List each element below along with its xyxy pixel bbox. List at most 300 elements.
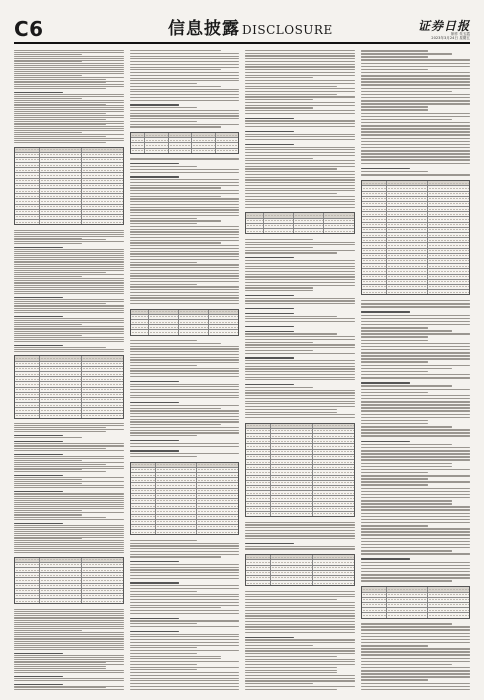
table-cell	[192, 143, 216, 147]
text-line	[130, 196, 222, 197]
data-table	[361, 180, 471, 295]
text-line	[130, 620, 240, 621]
table-cell	[156, 468, 198, 472]
text-line	[130, 416, 240, 417]
table-cell	[40, 158, 82, 162]
table-cell	[362, 243, 387, 247]
text-line	[130, 185, 240, 186]
text-line	[245, 120, 355, 121]
text-line	[245, 366, 355, 367]
table-cell	[362, 192, 387, 196]
text-line	[130, 569, 240, 570]
text-line	[361, 100, 471, 102]
table-cell	[82, 205, 123, 209]
text-line	[245, 126, 355, 127]
text-line	[361, 547, 471, 549]
table-cell	[313, 434, 354, 438]
text-line	[130, 359, 240, 360]
text-line	[361, 94, 471, 96]
table-cell	[387, 613, 429, 617]
table-cell	[271, 465, 313, 469]
text-line	[245, 207, 355, 208]
text-line	[361, 159, 471, 161]
table-cell	[82, 382, 123, 386]
text-line	[130, 631, 179, 632]
text-line	[361, 374, 471, 376]
text-line	[361, 417, 471, 419]
text-line	[130, 201, 240, 202]
text-line	[245, 136, 355, 137]
text-line	[361, 392, 429, 394]
table-cell	[362, 598, 387, 602]
table-cell	[387, 223, 429, 227]
table-cell	[40, 215, 82, 219]
text-line	[130, 104, 179, 105]
table-cell	[40, 408, 82, 412]
table-cell	[40, 578, 82, 582]
text-line	[130, 605, 240, 606]
table-cell	[179, 310, 209, 314]
text-line	[130, 647, 198, 648]
table-cell	[40, 393, 82, 397]
table-cell	[313, 581, 354, 585]
table-cell	[428, 603, 469, 607]
text-line	[130, 107, 198, 108]
table-cell	[82, 563, 123, 567]
table-cell	[271, 571, 313, 575]
text-line	[361, 538, 471, 540]
text-line	[245, 279, 355, 280]
text-line	[245, 689, 337, 690]
text-line	[245, 527, 355, 528]
table-cell	[246, 444, 271, 448]
table-cell	[271, 502, 313, 506]
text-line	[245, 406, 355, 407]
text-line	[361, 645, 429, 647]
table-cell	[428, 217, 469, 221]
table-cell	[209, 325, 238, 329]
table-cell	[192, 149, 216, 153]
table-cell	[131, 463, 156, 467]
text-line	[245, 417, 355, 418]
text-line	[245, 618, 355, 619]
table-cell	[246, 555, 271, 559]
table-cell	[197, 509, 238, 513]
table-cell	[82, 215, 123, 219]
table-cell	[82, 367, 123, 371]
table-cell	[428, 249, 469, 253]
table-cell	[131, 315, 149, 319]
table-cell	[362, 285, 387, 289]
table-cell	[82, 568, 123, 572]
text-line	[361, 404, 471, 406]
text-line	[130, 237, 240, 238]
text-line	[245, 113, 355, 114]
text-line	[361, 667, 471, 669]
text-line	[130, 204, 240, 205]
table-cell	[131, 525, 156, 529]
text-line	[130, 182, 240, 183]
text-line	[130, 402, 179, 403]
table-cell	[362, 587, 387, 591]
data-table	[14, 557, 124, 605]
text-line	[130, 540, 198, 541]
text-line	[361, 531, 471, 533]
text-line	[130, 69, 222, 70]
table-cell	[131, 310, 149, 314]
text-line	[361, 153, 471, 155]
column-text	[361, 50, 471, 690]
table-cell	[246, 219, 264, 223]
text-line	[130, 591, 198, 592]
text-line	[245, 118, 294, 119]
text-line	[361, 683, 471, 685]
text-line	[130, 410, 240, 411]
text-line	[130, 567, 240, 568]
text-line	[245, 379, 355, 380]
text-line	[245, 645, 313, 646]
text-line	[130, 83, 198, 84]
table-row	[246, 229, 354, 233]
table-cell	[209, 330, 238, 334]
table-cell	[82, 599, 123, 603]
text-line	[245, 168, 337, 169]
table-cell	[387, 181, 429, 185]
text-line	[361, 75, 471, 77]
table-cell	[40, 148, 82, 152]
table-cell	[40, 599, 82, 603]
table-cell	[362, 593, 387, 597]
table-cell	[271, 470, 313, 474]
text-line	[361, 686, 471, 688]
text-line	[130, 176, 179, 177]
table-cell	[82, 220, 123, 224]
table-cell	[246, 571, 271, 575]
text-line	[130, 599, 240, 600]
text-line	[130, 554, 240, 555]
table-cell	[82, 408, 123, 412]
text-line	[130, 669, 198, 670]
table-cell	[387, 259, 429, 263]
table-cell	[82, 194, 123, 198]
text-line	[245, 357, 294, 358]
text-line	[245, 177, 355, 178]
table-cell	[15, 179, 40, 183]
text-line	[245, 678, 355, 679]
text-line	[130, 686, 240, 687]
text-line	[130, 650, 240, 651]
table-cell	[40, 584, 82, 588]
table-cell	[197, 499, 238, 503]
table-cell	[82, 558, 123, 562]
text-line	[245, 648, 355, 649]
text-line	[361, 670, 471, 672]
text-line	[361, 519, 471, 521]
table-cell	[82, 388, 123, 392]
text-line	[130, 97, 240, 98]
table-cell	[428, 608, 469, 612]
column-text	[130, 50, 240, 690]
text-line	[245, 350, 313, 351]
text-line	[361, 349, 471, 351]
table-cell	[387, 228, 429, 232]
table-cell	[15, 393, 40, 397]
table-cell	[428, 233, 469, 237]
text-line	[361, 300, 471, 302]
text-line	[361, 580, 453, 582]
text-line	[245, 412, 337, 413]
text-line	[130, 675, 240, 676]
table-cell	[216, 138, 239, 142]
table-cell	[246, 581, 271, 585]
text-line	[361, 577, 471, 579]
text-line	[361, 346, 471, 348]
table-cell	[264, 213, 294, 217]
table-cell	[362, 269, 387, 273]
table-cell	[428, 243, 469, 247]
table-cell	[197, 520, 238, 524]
text-line	[130, 384, 240, 385]
table-cell	[156, 489, 198, 493]
text-line	[245, 538, 355, 539]
text-line	[245, 637, 294, 638]
text-line	[130, 551, 240, 552]
text-line	[361, 410, 471, 412]
table-cell	[246, 465, 271, 469]
table-cell	[324, 229, 353, 233]
table-cell	[209, 310, 238, 314]
date-line: 2023年3月24日 星期五	[431, 36, 470, 40]
table-cell	[271, 444, 313, 448]
text-line	[361, 333, 471, 335]
table-cell	[246, 560, 271, 564]
text-line	[245, 152, 355, 153]
text-line	[361, 459, 471, 461]
text-line	[245, 321, 355, 322]
text-line	[130, 450, 179, 451]
table-cell	[40, 168, 82, 172]
text-line	[245, 247, 313, 248]
table-cell	[428, 181, 469, 185]
table-cell	[362, 223, 387, 227]
text-line	[361, 689, 471, 690]
text-line	[245, 390, 355, 391]
text-line	[130, 78, 240, 79]
table-cell	[131, 489, 156, 493]
table-cell	[362, 212, 387, 216]
text-line	[130, 94, 240, 95]
text-line	[130, 240, 240, 241]
text-line	[130, 446, 240, 447]
text-line	[361, 651, 471, 653]
table-cell	[387, 264, 429, 268]
text-line	[361, 661, 471, 663]
table-cell	[387, 275, 429, 279]
text-line	[361, 389, 471, 391]
table-cell	[246, 512, 271, 516]
table-cell	[264, 219, 294, 223]
text-line	[361, 491, 471, 493]
text-line	[361, 365, 471, 367]
text-line	[245, 185, 355, 186]
text-line	[130, 346, 240, 347]
text-line	[361, 119, 453, 121]
table-cell	[246, 576, 271, 580]
text-line	[361, 484, 429, 486]
table-cell	[131, 325, 149, 329]
table-cell	[324, 219, 353, 223]
table-cell	[428, 186, 469, 190]
text-line	[130, 273, 240, 274]
table-cell	[387, 593, 429, 597]
table-cell	[271, 476, 313, 480]
table-cell	[313, 429, 354, 433]
text-line	[245, 610, 355, 611]
table-cell	[145, 149, 169, 153]
text-line	[130, 121, 198, 122]
table-cell	[131, 499, 156, 503]
text-line	[245, 368, 355, 369]
table-cell	[40, 189, 82, 193]
text-line	[361, 472, 429, 474]
table-cell	[428, 228, 469, 232]
text-line	[361, 673, 471, 675]
text-line	[245, 667, 337, 668]
table-cell	[362, 233, 387, 237]
text-line	[130, 187, 222, 188]
text-line	[245, 155, 355, 156]
text-line	[245, 77, 313, 78]
text-line	[130, 613, 240, 614]
text-line	[130, 368, 240, 369]
text-line	[130, 658, 222, 659]
text-line	[130, 193, 240, 194]
table-cell	[294, 229, 324, 233]
text-line	[130, 653, 198, 654]
table-cell	[246, 229, 264, 233]
table-cell	[40, 568, 82, 572]
table-cell	[387, 217, 429, 221]
text-line	[130, 169, 240, 170]
text-line	[130, 607, 222, 608]
table-cell	[15, 599, 40, 603]
text-line	[130, 582, 179, 583]
table-cell	[131, 149, 146, 153]
table-cell	[197, 530, 238, 534]
text-line	[130, 354, 240, 355]
text-line	[245, 326, 294, 327]
table-cell	[313, 465, 354, 469]
text-line	[245, 624, 355, 625]
table-cell	[131, 483, 156, 487]
text-line	[130, 281, 240, 282]
text-line	[245, 204, 355, 205]
text-line	[361, 303, 471, 305]
table-cell	[15, 563, 40, 567]
table-cell	[387, 280, 429, 284]
table-cell	[156, 499, 198, 503]
text-line	[130, 300, 240, 301]
text-line	[361, 138, 471, 140]
text-line	[130, 618, 179, 619]
table-cell	[15, 356, 40, 360]
text-line	[245, 266, 355, 267]
text-line	[245, 110, 355, 111]
text-line	[361, 497, 471, 499]
text-line	[361, 163, 471, 165]
text-line	[245, 244, 355, 245]
table-cell	[40, 210, 82, 214]
table-cell	[82, 184, 123, 188]
text-line	[130, 585, 240, 586]
table-cell	[271, 450, 313, 454]
table-cell	[131, 143, 146, 147]
table-cell	[216, 143, 239, 147]
text-line	[245, 174, 355, 175]
table-cell	[271, 566, 313, 570]
text-line	[245, 342, 313, 343]
text-line	[245, 613, 355, 614]
text-line	[361, 506, 471, 508]
text-line	[130, 267, 240, 268]
text-line	[130, 251, 240, 252]
table-cell	[131, 478, 156, 482]
text-line	[130, 386, 240, 387]
table-cell	[313, 481, 354, 485]
text-line	[361, 56, 429, 58]
table-cell	[15, 594, 40, 598]
table-cell	[40, 382, 82, 386]
text-line	[245, 134, 355, 135]
text-line	[130, 100, 240, 101]
table-cell	[271, 512, 313, 516]
text-line	[245, 123, 355, 124]
table-cell	[15, 158, 40, 162]
table-cell	[15, 153, 40, 157]
table-cell	[362, 228, 387, 232]
text-line	[130, 545, 240, 546]
table-cell	[15, 388, 40, 392]
table-cell	[362, 275, 387, 279]
table-cell	[15, 168, 40, 172]
table-cell	[156, 483, 198, 487]
text-line	[361, 371, 429, 373]
text-line	[130, 561, 179, 562]
text-line	[361, 53, 453, 55]
section-title-cn: 信息披露	[168, 19, 240, 39]
table-cell	[179, 320, 209, 324]
table-cell	[15, 584, 40, 588]
table-cell	[179, 325, 209, 329]
text-line	[130, 115, 240, 116]
text-line	[245, 276, 355, 277]
text-line	[245, 58, 355, 59]
table-cell	[387, 238, 429, 242]
text-line	[361, 654, 471, 656]
text-line	[361, 475, 471, 477]
text-line	[130, 365, 198, 366]
table-cell	[40, 367, 82, 371]
text-line	[361, 144, 471, 146]
text-line	[245, 193, 337, 194]
table-cell	[387, 243, 429, 247]
table-cell	[428, 207, 469, 211]
text-line	[245, 163, 355, 164]
text-line	[130, 408, 222, 409]
table-cell	[156, 509, 198, 513]
table-cell	[40, 356, 82, 360]
table-cell	[131, 509, 156, 513]
